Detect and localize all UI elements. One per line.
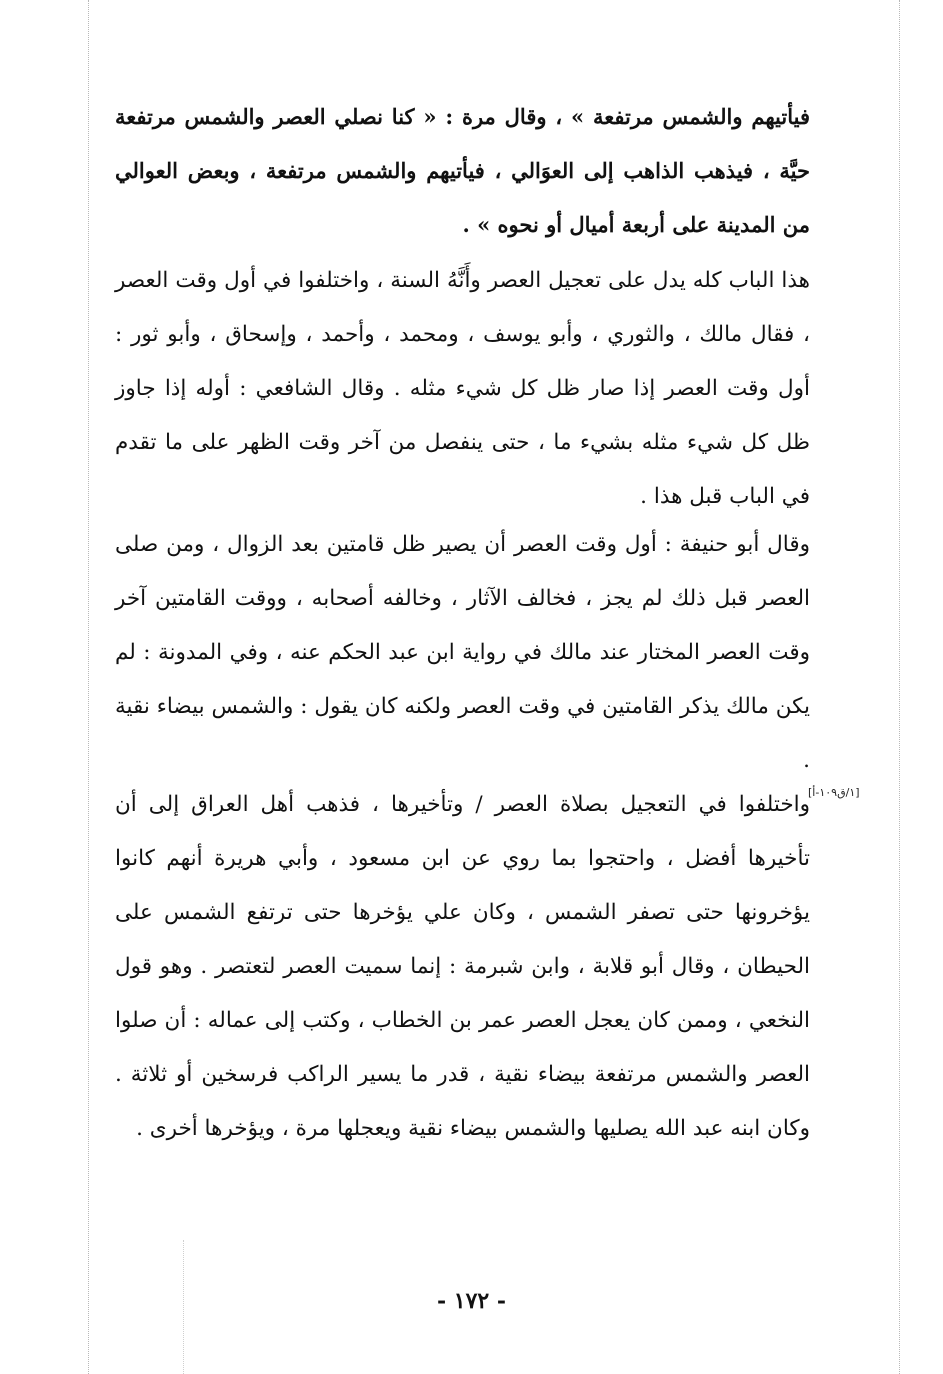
page-number: - ١٧٢ - bbox=[436, 1288, 507, 1314]
paragraph-1: فيأتيهم والشمس مرتفعة » ، وقال مرة : « كنا نصلي العصر والشمس مرتفعة حيَّة ، فيذهب الذاهب إلى العوَالي ، فيأتيهم والشمس مرتفعة ، وبعض العوالي من المدينة على أربعة أميال أو نحوه » . bbox=[115, 104, 810, 237]
left-dotted-guide bbox=[88, 0, 89, 1374]
paragraph-3: وقال أبو حنيفة : أول وقت العصر أن يصير ظل قامتين بعد الزوال ، ومن صلى العصر قبل ذلك لم يجز ، فخالف الآثار ، وخالفه أصحابه ، ووقت القامتين آخر وقت العصر المختار عند مالك في رواية ابن عبد الحكم عنه ، وفي المدونة : لم يكن مالك يذكر القامتين في وقت العصر ولكنه كان يقول : والشمس بيضاء نقية . bbox=[115, 532, 810, 773]
manuscript-folio-note: [١/ق١٠٩-أ] bbox=[808, 786, 860, 799]
paragraph-4: واختلفوا في التعجيل بصلاة العصر / وتأخيرها ، فذهب أهل العراق إلى أن تأخيرها أفضل ، واحتجوا بما روي عن ابن مسعود ، وأبي هريرة أنهم كانوا يؤخرونها حتى تصفر الشمس ، وكان علي يؤخرها حتى ترتفع الشمس على الحيطان ، وقال أبو قلابة ، وابن شبرمة : إنما سميت العصر لتعتصر . وهو قول النخعي ، وممن كان يعجل العصر عمر بن الخطاب ، وكتب إلى عماله : أن صلوا العصر والشمس مرتفعة بيضاء نقية ، قدر ما يسير الراكب فرسخين أو ثلاثة . وكان ابنه عبد الله يصليها والشمس بيضاء نقية ويعجلها مرة ، ويؤخرها أخرى . bbox=[115, 792, 810, 1141]
paragraph-2: هذا الباب كله يدل على تعجيل العصر وأَنَّهُ السنة ، واختلفوا في أول وقت العصر ، فقال مالك ، والثوري ، وأبو يوسف ، ومحمد ، وأحمد ، وإسحاق ، وأبو ثور : أول وقت العصر إذا صار ظل كل شيء مثله . وقال الشافعي : أوله إذا جاوز ظل كل شيء مثله بشيء ما ، حتى ينفصل من آخر وقت الظهر على ما تقدم في الباب قبل هذا . bbox=[115, 268, 810, 509]
right-dotted-guide bbox=[899, 0, 900, 1374]
